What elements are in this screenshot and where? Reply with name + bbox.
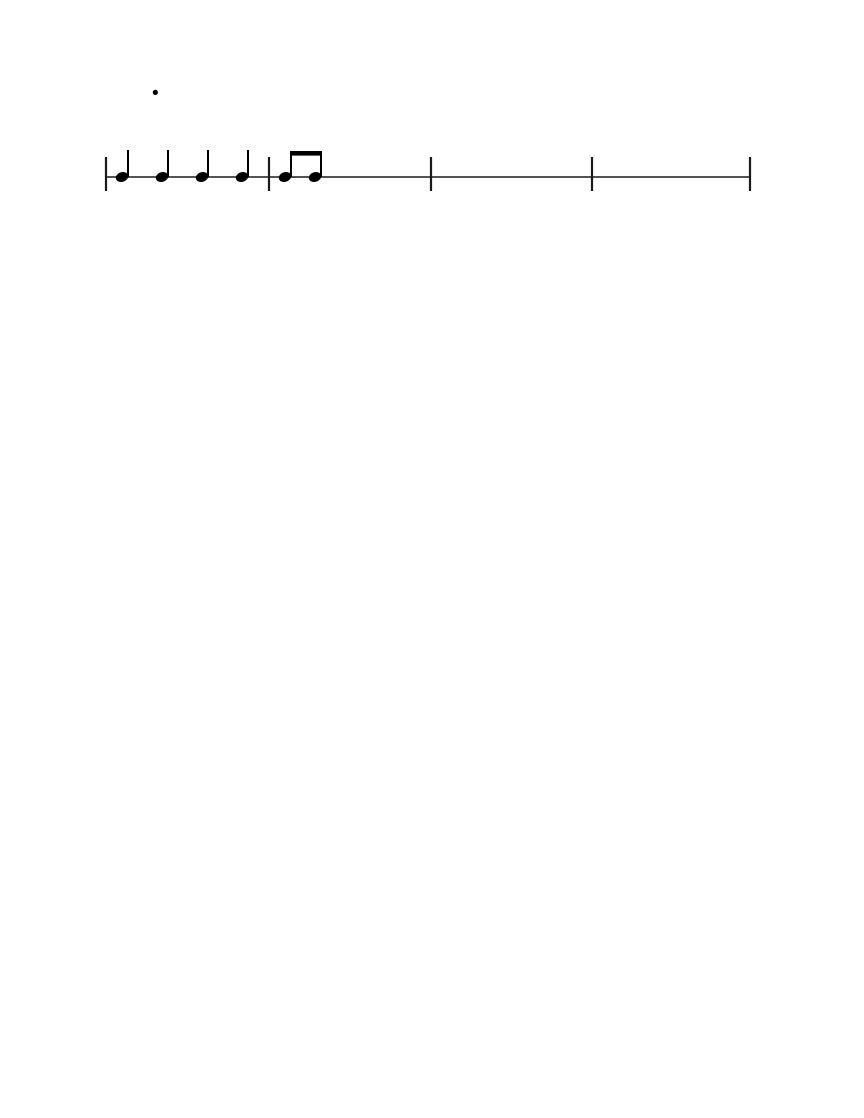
bullet-example1 xyxy=(152,82,772,106)
example-1-staff xyxy=(100,142,756,194)
bullet-dot-icon: • xyxy=(152,83,159,104)
